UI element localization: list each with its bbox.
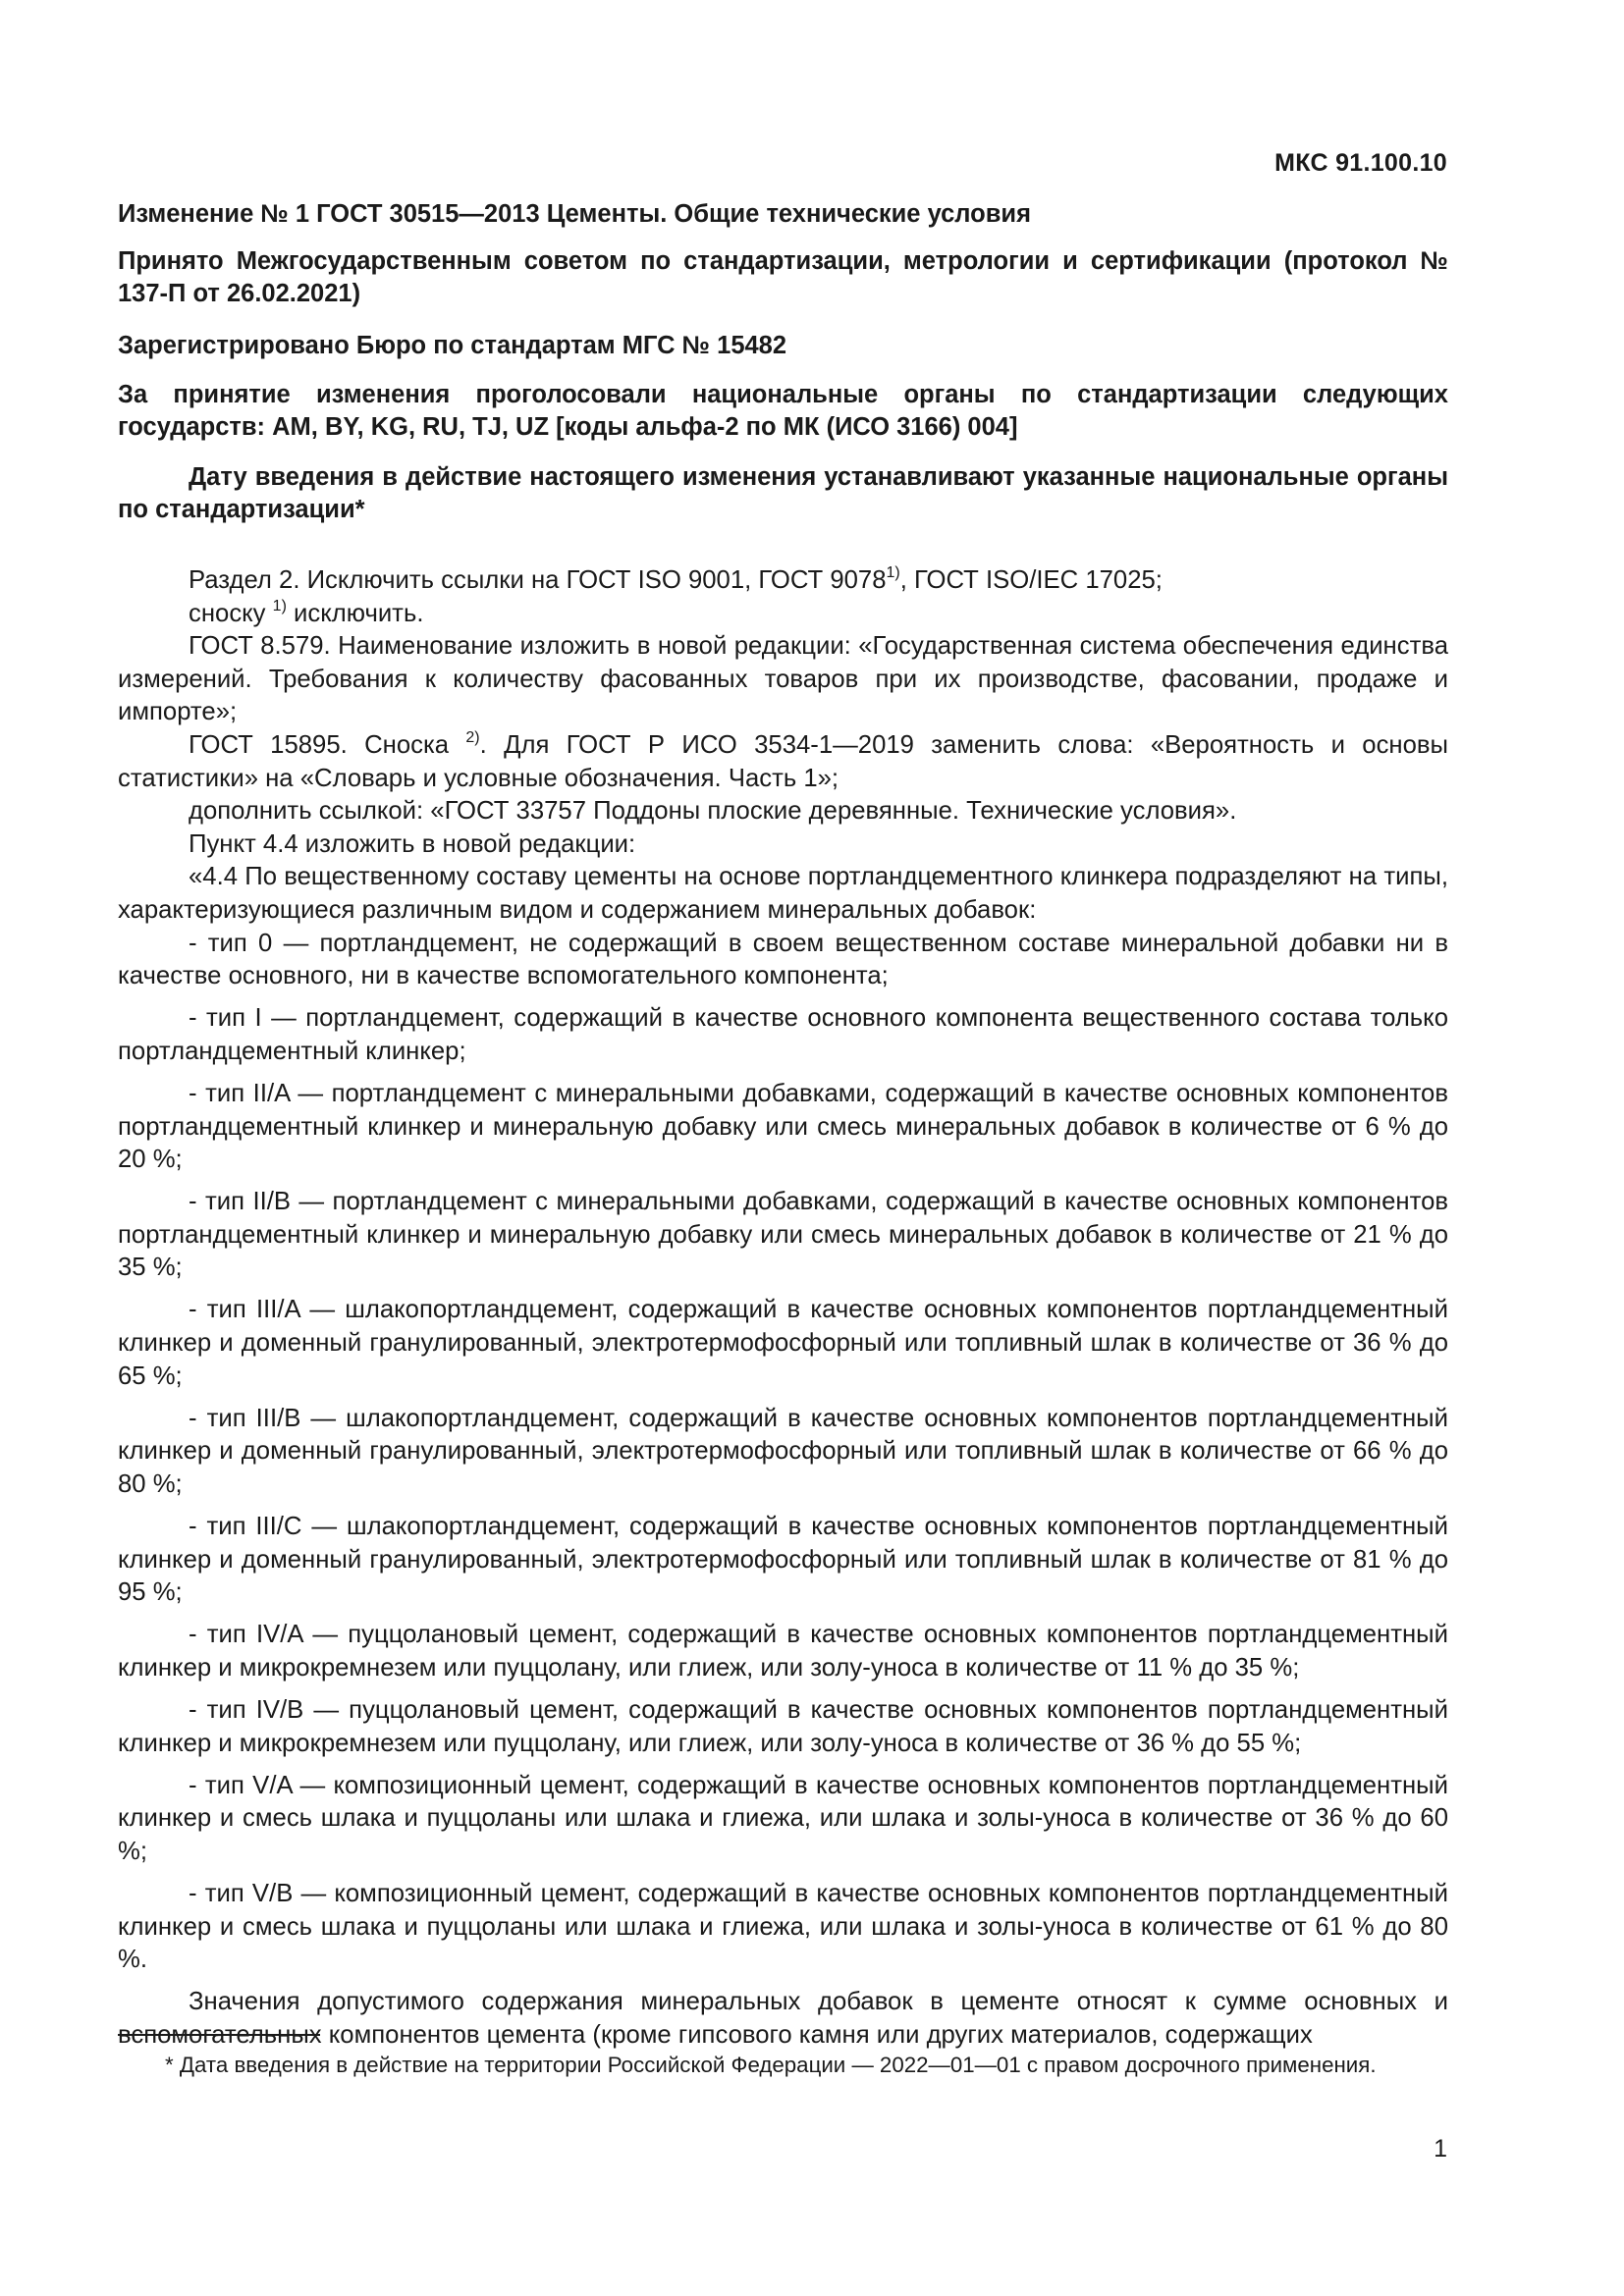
paragraph-additive-values: Значения допустимого содержания минеральных добавок в цементе относят к сумме основных и вспомогательных компонентов цемента (кроме гипсового камня или других материалов, содержащих (118, 1988, 1448, 2049)
registered-statement: Зарегистрировано Бюро по стандартам МГС № 15482 (118, 332, 787, 359)
list-item-type-VB: - тип V/B — композиционный цемент, содержащий в качестве основных компонентов портландцементный клинкер и смесь шлака и пуццоланы или шлака и глиежа, или шлака и золы-уноса в количестве от 61 % до 80 %. (118, 1879, 1448, 1974)
document-body (118, 564, 1448, 2052)
list-item-type-IIIC: - тип III/C — шлакопортландцемент, содержащий в качестве основных компонентов портландцементный клинкер и доменный гранулированный, электротермофосфорный или топливный шлак в количестве от 81 % до 95 %; (118, 1513, 1448, 1607)
list-item-type-IVB: - тип IV/B — пуццолановый цемент, содержащий в качестве основных компонентов портландцементный клинкер и микрокремнезем или пуццолану, или глиеж, или золу-уноса в количестве от 36 % до 55 %; (118, 1696, 1448, 1757)
list-item-type-IIB: - тип II/B — портландцемент с минеральными добавками, содержащий в качестве основных компонентов портландцементный клинкер и минеральную добавку или смесь минеральных добавок в количестве от 21 % до 35 %; (118, 1188, 1448, 1282)
list-item-type-IIIB: - тип III/B — шлакопортландцемент, содержащий в качестве основных компонентов портландцементный клинкер и доменный гранулированный, электротермофосфорный или топливный шлак в количестве от 66 % до 80 %; (118, 1404, 1448, 1498)
paragraph-section2: Раздел 2. Исключить ссылки на ГОСТ ISO 9001, ГОСТ 9078$^{1)}$, ГОСТ ISO/IEC 17025; (189, 564, 1163, 594)
list-item-type-0: - тип 0 — портландцемент, не содержащий в своем вещественном составе минеральной добавки ни в качестве основного, ни в качестве вспомогательного компонента; (118, 929, 1448, 990)
paragraph-gost-15895: ГОСТ 15895. Сноска $^{2)}$. Для ГОСТ Р ИСО 3534-1—2019 заменить слова: «Вероятность и основы статистики» на «Словарь и условные обозначения. Часть 1»; (118, 728, 1448, 792)
voted-statement: За принятие изменения проголосовали национальные органы по стандартизации следующих государств: AM, BY, KG, RU, TJ, UZ [коды альфа-2 по МК (ИСО 3166) 004] (118, 381, 1448, 441)
paragraph-gost-8579: ГОСТ 8.579. Наименование изложить в новой редакции: «Государственная система обеспечения единства измерений. Требования к количеству фасованных товаров при их производстве, фасовании, продаже и импорте»; (118, 632, 1448, 726)
page-number: 1 (1434, 2135, 1447, 2163)
list-item-type-IVA: - тип IV/A — пуццолановый цемент, содержащий в качестве основных компонентов портландцементный клинкер и микрокремнезем или пуццолану, или глиеж, или золу-уноса в количестве от 11 % до 35 %; (118, 1621, 1448, 1682)
paragraph-clause-44: «4.4 По вещественному составу цементы на основе портландцементного клинкера подразделяют на типы, характеризующиеся различным видом и содержанием минеральных добавок: (118, 863, 1448, 924)
footnote-divider (118, 2034, 320, 2036)
list-item-type-I: - тип I — портландцемент, содержащий в качестве основного компонента вещественного состава только портландцементный клинкер; (118, 1004, 1448, 1065)
mks-code: МКС 91.100.10 (1274, 149, 1447, 177)
paragraph-clause-44-intro: Пункт 4.4 изложить в новой редакции: (189, 829, 636, 858)
list-item-type-VA: - тип V/A — композиционный цемент, содержащий в качестве основных компонентов портландцементный клинкер и смесь шлака и пуццоланы или шлака и глиежа, или шлака и золы-уноса в количестве от 36 % до 60 %; (118, 1771, 1448, 1865)
change-title: Изменение № 1 ГОСТ 30515—2013 Цементы. Общие технические условия (118, 200, 1031, 228)
intro-date-statement: Дату введения в действие настоящего изменения устанавливают указанные национальные органы по стандартизации* (118, 463, 1448, 523)
adopted-statement: Принято Межгосударственным советом по стандартизации, метрологии и сертификации (протокол № 137-П от 26.02.2021) (118, 247, 1448, 307)
list-item-type-IIIA: - тип III/A — шлакопортландцемент, содержащий в качестве основных компонентов портландцементный клинкер и доменный гранулированный, электротермофосфорный или топливный шлак в количестве от 36 % до 65 %; (118, 1296, 1448, 1390)
list-item-type-IIA: - тип II/A — портландцемент с минеральными добавками, содержащий в качестве основных компонентов портландцементный клинкер и минеральную добавку или смесь минеральных добавок в количестве от 6 % до 20 %; (118, 1079, 1448, 1174)
paragraph-footnote-remove: сноску $^{1)}$ исключить. (189, 597, 424, 627)
footnote: * Дата введения в действие на территории Российской Федерации — 2022—01—01 с правом досрочного применения. (165, 2053, 1377, 2077)
paragraph-gost-33757: дополнить ссылкой: «ГОСТ 33757 Поддоны плоские деревянные. Технические условия». (189, 797, 1237, 826)
